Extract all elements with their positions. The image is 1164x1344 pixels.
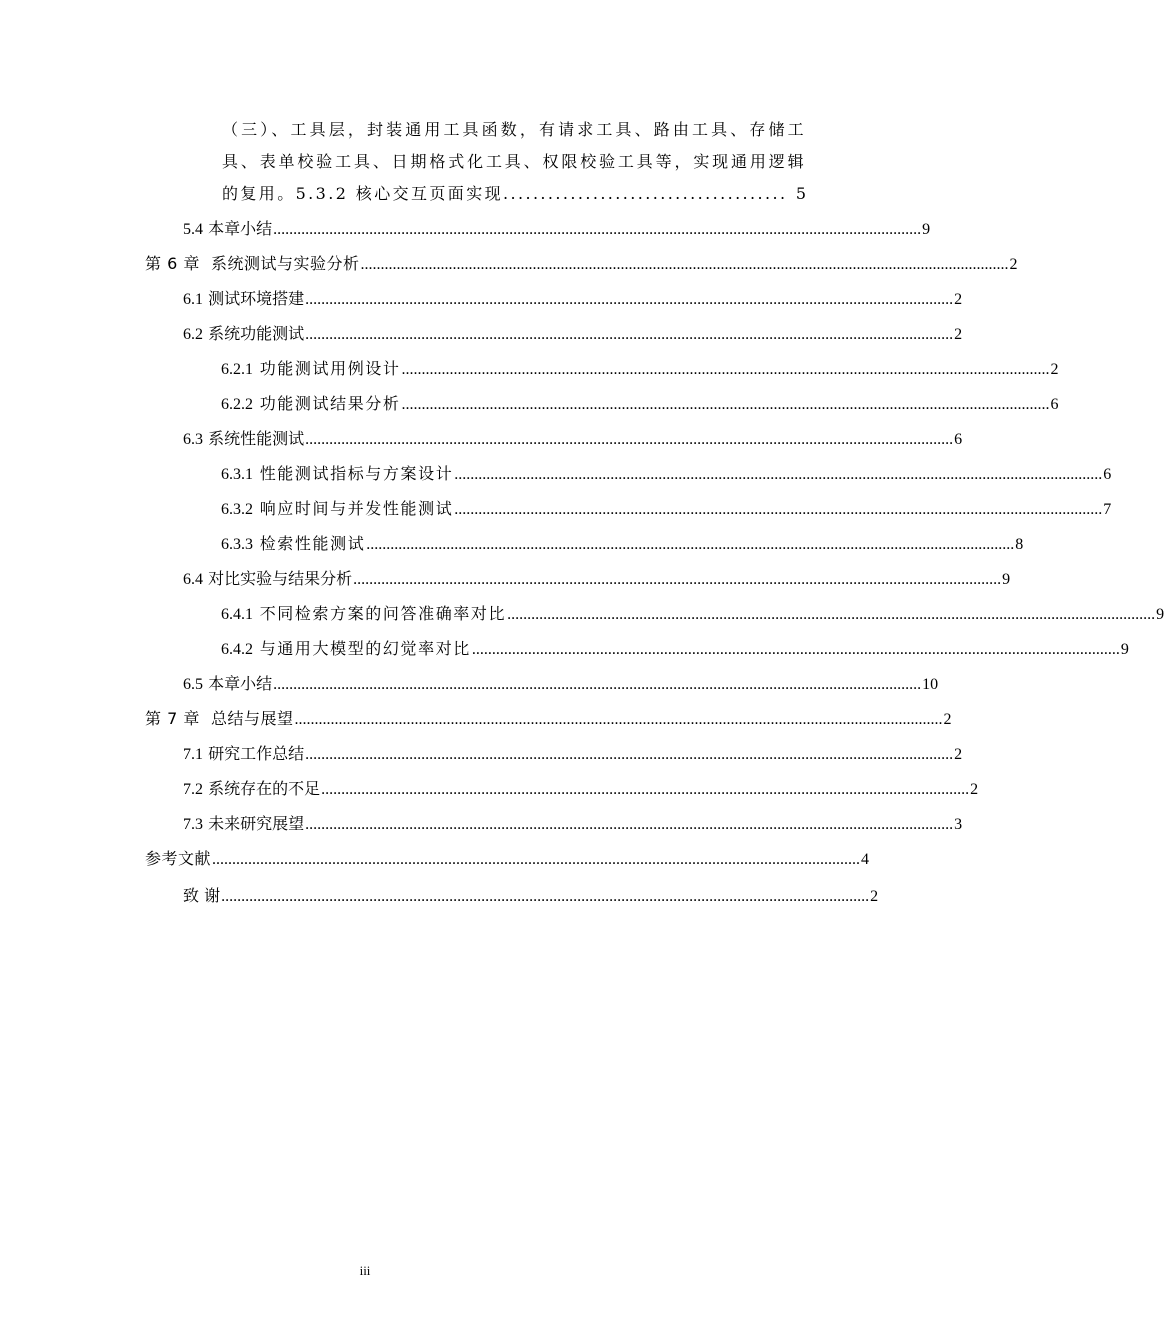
toc-entry-page: 6 bbox=[1103, 466, 1112, 483]
toc-entry-title: 与通用大模型的幻觉率对比 bbox=[259, 639, 471, 658]
toc-entry-title: 系统功能测试 bbox=[208, 324, 305, 343]
toc-entry-title: 本章小结 bbox=[208, 219, 273, 238]
toc-leader-dots: ...................................... bbox=[503, 184, 788, 203]
toc-leader-dots: .................................................................................................................................................................. bbox=[273, 221, 922, 238]
toc-entry-page: 10 bbox=[922, 676, 939, 693]
toc-entry-page: 2 bbox=[970, 781, 979, 798]
toc-entry-page: 9 bbox=[1156, 606, 1164, 623]
toc-leader-dots: .................................................................................................................................................................. bbox=[366, 536, 1015, 553]
toc-continuation-entry bbox=[222, 114, 806, 210]
toc-leader-dots: .................................................................................................................................................................. bbox=[294, 711, 943, 728]
toc-entry-6-2[interactable] bbox=[183, 322, 963, 346]
page-number-footer: iii bbox=[359, 1263, 371, 1278]
toc-entry-7-3[interactable] bbox=[183, 812, 963, 836]
toc-leader-dots: .................................................................................................................................................................. bbox=[360, 256, 1009, 273]
toc-leader-dots: .................................................................................................................................................................. bbox=[454, 466, 1103, 483]
toc-entry-title: 不同检索方案的问答准确率对比 bbox=[259, 604, 507, 623]
toc-leader-dots: .................................................................................................................................................................. bbox=[507, 606, 1156, 623]
toc-entry-6-3-2[interactable] bbox=[221, 497, 1112, 521]
toc-entry-page: 2 bbox=[870, 888, 879, 905]
toc-leader-dots: .................................................................................................................................................................. bbox=[221, 888, 870, 905]
toc-entry-page: 3 bbox=[954, 816, 963, 833]
toc-entry-title: 总结与展望 bbox=[211, 709, 294, 728]
toc-entry-number: 5.4 bbox=[183, 221, 203, 238]
toc-entry-number: 6.2 bbox=[183, 326, 203, 343]
toc-leader-dots: .................................................................................................................................................................. bbox=[305, 816, 954, 833]
toc-entry-title: 致 谢 bbox=[183, 886, 221, 905]
toc-entry-page: 2 bbox=[1009, 256, 1018, 273]
toc-entry-number: 6.3.3 bbox=[221, 536, 253, 553]
toc-entry-title: 功能测试结果分析 bbox=[259, 394, 401, 413]
toc-leader-dots: .................................................................................................................................................................. bbox=[353, 571, 1002, 588]
toc-entry-title: 检索性能测试 bbox=[259, 534, 366, 553]
toc-entry-6-3-1[interactable] bbox=[221, 462, 1112, 486]
toc-leader-dots: .................................................................................................................................................................. bbox=[401, 396, 1050, 413]
toc-entry-6-4-1[interactable] bbox=[221, 602, 1164, 626]
toc-entry-page: 6 bbox=[954, 431, 963, 448]
toc-entry-title: 参考文献 bbox=[145, 849, 212, 868]
toc-entry-number: 6.4 bbox=[183, 571, 203, 588]
toc-leader-dots: .................................................................................................................................................................. bbox=[305, 326, 954, 343]
toc-entry-6-4[interactable] bbox=[183, 567, 1011, 591]
toc-entry-page: 6 bbox=[1050, 396, 1059, 413]
toc-leader-dots: .................................................................................................................................................................. bbox=[401, 361, 1050, 378]
toc-entry-number: 第 7 章 bbox=[145, 709, 200, 728]
toc-entry-page: 5 bbox=[795, 184, 806, 203]
toc-leader-dots: .................................................................................................................................................................. bbox=[454, 501, 1103, 518]
toc-entry-number: 6.3 bbox=[183, 431, 203, 448]
toc-entry-page: 2 bbox=[954, 326, 963, 343]
toc-entry-6-1[interactable] bbox=[183, 287, 963, 311]
toc-entry-6-5[interactable] bbox=[183, 672, 939, 696]
toc-entry-number: 6.2.2 bbox=[221, 396, 253, 413]
toc-entry-page: 4 bbox=[861, 851, 870, 868]
toc-entry-number: 6.4.1 bbox=[221, 606, 253, 623]
toc-entry-6-3[interactable] bbox=[183, 427, 963, 451]
toc-entry-title: 未来研究展望 bbox=[208, 814, 305, 833]
toc-entry-number: 6.1 bbox=[183, 291, 203, 308]
toc-entry-title: 对比实验与结果分析 bbox=[208, 569, 353, 588]
toc-leader-dots: .................................................................................................................................................................. bbox=[305, 431, 954, 448]
toc-entry-title: 系统性能测试 bbox=[208, 429, 305, 448]
toc-leader-dots: .................................................................................................................................................................. bbox=[321, 781, 970, 798]
toc-entry-page: 9 bbox=[1120, 641, 1129, 658]
toc-entry-title: 功能测试用例设计 bbox=[259, 359, 401, 378]
toc-entry-page: 9 bbox=[922, 221, 931, 238]
toc-entry-page: 7 bbox=[1103, 501, 1112, 518]
toc-entry-number: 7.2 bbox=[183, 781, 203, 798]
toc-entry-number: 7.1 bbox=[183, 746, 203, 763]
toc-entry-page: 2 bbox=[954, 746, 963, 763]
toc-entry-6-2-2[interactable] bbox=[221, 392, 1059, 416]
toc-chapter-6[interactable] bbox=[145, 252, 1018, 276]
toc-entry-6-3-3[interactable] bbox=[221, 532, 1024, 556]
toc-entry-title: 研究工作总结 bbox=[208, 744, 305, 763]
toc-entry-page: 9 bbox=[1002, 571, 1011, 588]
toc-entry-5-4[interactable] bbox=[183, 217, 931, 241]
toc-entry-6-2-1[interactable] bbox=[221, 357, 1059, 381]
toc-entry-title: 系统测试与实验分析 bbox=[211, 254, 360, 273]
toc-continuation-text: （三）、工具层，封装通用工具函数，有请求工具、路由工具、存储工具、表单校验工具、日期格式化工具、权限校验工具等，实现通用逻辑的复用。5.3.2 核心交互页面实现 bbox=[222, 120, 806, 203]
toc-entry-page: 2 bbox=[1050, 361, 1059, 378]
toc-leader-dots: .................................................................................................................................................................. bbox=[273, 676, 922, 693]
toc-entry-6-4-2[interactable] bbox=[221, 637, 1129, 661]
toc-entry-page: 2 bbox=[954, 291, 963, 308]
toc-references[interactable] bbox=[145, 847, 870, 871]
toc-entry-number: 6.3.2 bbox=[221, 501, 253, 518]
toc-entry-title: 性能测试指标与方案设计 bbox=[259, 464, 454, 483]
toc-entry-page: 8 bbox=[1015, 536, 1024, 553]
toc-leader-dots: .................................................................................................................................................................. bbox=[471, 641, 1120, 658]
toc-entry-number: 6.5 bbox=[183, 676, 203, 693]
toc-acknowledgements[interactable] bbox=[183, 884, 879, 908]
toc-entry-page: 2 bbox=[943, 711, 952, 728]
toc-entry-title: 本章小结 bbox=[208, 674, 273, 693]
toc-chapter-7[interactable] bbox=[145, 707, 952, 731]
toc-entry-7-1[interactable] bbox=[183, 742, 963, 766]
toc-entry-title: 响应时间与并发性能测试 bbox=[259, 499, 454, 518]
toc-entry-number: 6.3.1 bbox=[221, 466, 253, 483]
toc-entry-number: 第 6 章 bbox=[145, 254, 200, 273]
toc-entry-7-2[interactable] bbox=[183, 777, 979, 801]
toc-entry-number: 6.2.1 bbox=[221, 361, 253, 378]
toc-leader-dots: .................................................................................................................................................................. bbox=[212, 851, 861, 868]
toc-entry-number: 6.4.2 bbox=[221, 641, 253, 658]
toc-leader-dots: .................................................................................................................................................................. bbox=[305, 291, 954, 308]
toc-entry-number: 7.3 bbox=[183, 816, 203, 833]
toc-leader-dots: .................................................................................................................................................................. bbox=[305, 746, 954, 763]
toc-entry-title: 测试环境搭建 bbox=[208, 289, 305, 308]
toc-entry-title: 系统存在的不足 bbox=[208, 779, 321, 798]
